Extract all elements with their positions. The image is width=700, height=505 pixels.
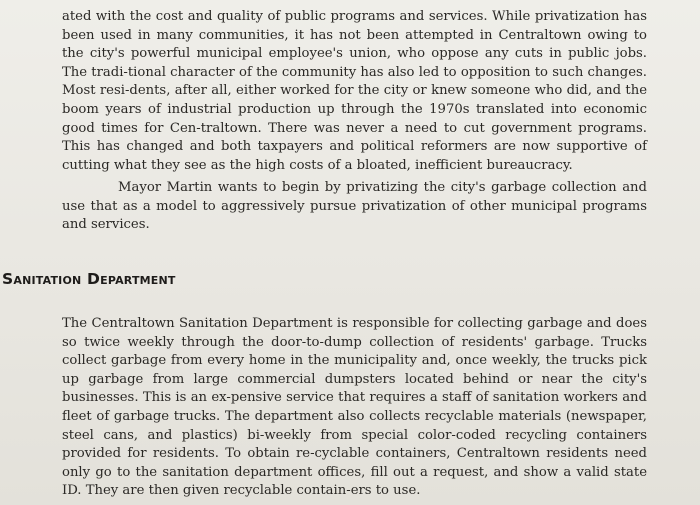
body-paragraph-sanitation: The Centraltown Sanitation Department is responsible for collecting garbage and does so twice weekly through the door-to-dump collection of residents' garbage. Trucks collect garbage from every home in the municipality and, once weekly, the trucks pick up garbage from large commercial dumpsters located behind or near the city's businesses. This is an ex-pensive service that requires a staff of sanitation workers and fleet of garbage trucks. The department also collects recyclable materials (newspaper, steel cans, and plastics) bi-weekly from special color-coded recycling containers provided for residents. To obtain re-cyclable containers, Centraltown residents need only go to the sanitation department offices, fill out a request, and show a valid state ID. They are then given recyclable contain-ers to use. (62, 316, 647, 499)
body-paragraph-privatization: ated with the cost and quality of public programs and services. While privatization has been used in many communities, it has not been attempted in Centraltown owing to the city's powerful municipal employee's union, who oppose any cuts in public jobs. The tradi-tional character of the community has also led to opposition to such changes. Most resi-dents, after all, either worked for the city or knew someone who did, and the boom years of industrial production up through the 1970s translated into economic good times for Cen-traltown. There was never a need to cut government programs. This has changed and both taxpayers and political reformers are now supportive of cutting what they see as the high costs of a bloated, inefficient bureaucracy. (62, 9, 647, 173)
body-paragraph-mayor-plan: Mayor Martin wants to begin by privatizing the city's garbage collection and use that as a model to aggressively pursue privatization of other municipal programs and services. (62, 180, 647, 233)
section-heading: Sanitation Department (2, 270, 176, 288)
